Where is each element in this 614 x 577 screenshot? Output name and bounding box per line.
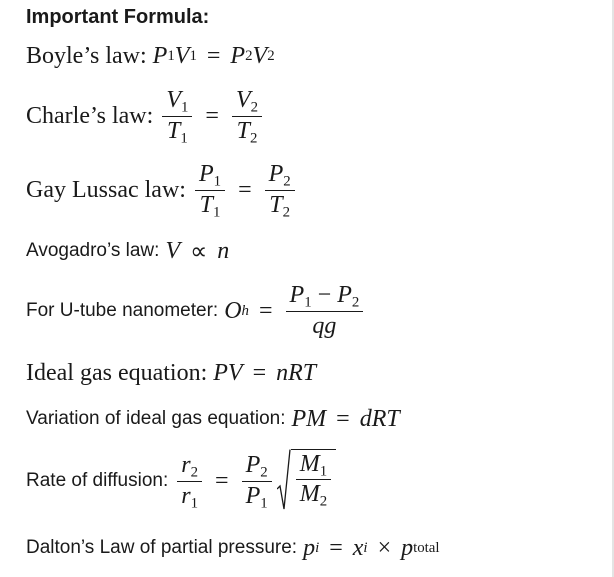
- formula-charles-law: [26, 86, 265, 146]
- formula-avogadros-law: [26, 234, 229, 268]
- formula-ideal-gas-variation: [26, 402, 400, 436]
- formula-label: Boyle’s law:: [26, 42, 147, 69]
- formula-label: Variation of ideal gas equation:: [26, 408, 286, 429]
- heading: Important Formula:: [26, 6, 210, 28]
- formula-expression: $\frac{P_1}{T_1}$ = $\frac{P_2}{T_2}$: [192, 162, 298, 217]
- formula-expression: P 1 V 1 = P 2 V 2: [152, 42, 275, 69]
- formula-boyles-law: [26, 38, 275, 74]
- formula-expression: $\frac{V_1}{T_1}$ = $\frac{V_2}{T_2}$: [159, 88, 265, 143]
- formula-label: Dalton’s Law of partial pressure:: [26, 537, 298, 558]
- formula-label: Rate of diffusion:: [26, 470, 169, 491]
- formula-expression: $\frac{r_2}{r_1}$ = $\frac{P_2}{P_1}$ $\frac{M_1}{M_2}$: [174, 449, 336, 513]
- formula-label: Avogadro’s law:: [26, 240, 160, 261]
- formula-daltons-law: [26, 530, 440, 566]
- formula-expression: O h = $\frac{P_1 - P_2}{qg}$: [224, 283, 366, 338]
- formula-gay-lussac-law: [26, 160, 298, 220]
- formula-label: Ideal gas equation:: [26, 359, 208, 386]
- formula-label: For U-tube nanometer:: [26, 300, 219, 321]
- formula-rate-of-diffusion: [26, 448, 336, 514]
- square-root: $\frac{M_1}{M_2}$: [277, 449, 336, 513]
- formula-expression: p i = x i × p total: [303, 534, 440, 561]
- formula-expression: V ∝ n: [165, 237, 230, 265]
- formula-expression: PV = nRT: [213, 359, 317, 386]
- formula-label: Charle’s law:: [26, 102, 154, 129]
- formula-label: Gay Lussac law:: [26, 176, 186, 203]
- formula-ideal-gas-equation: [26, 355, 316, 391]
- formula-u-tube-nanometer: [26, 280, 366, 342]
- formula-expression: PM = dRT: [291, 405, 400, 432]
